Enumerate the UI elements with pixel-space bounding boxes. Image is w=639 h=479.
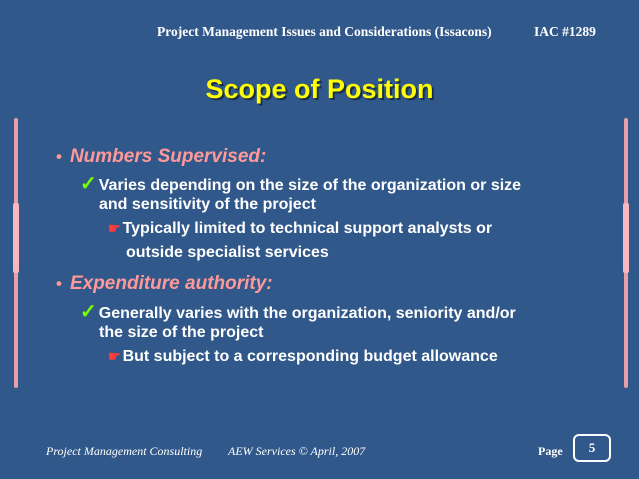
checkmark-icon: ✓: [80, 301, 97, 323]
pointing-hand-icon: ☛: [108, 220, 121, 236]
sub-sub-bullet: [108, 220, 492, 238]
sub-bullet-text: Generally varies with the organization, seniority and/or: [98, 305, 516, 322]
sub-bullet-continued: and sensitivity of the project: [99, 196, 316, 213]
sub-sub-bullet-continued: outside specialist services: [126, 244, 329, 261]
header-doc-id: IAC #1289: [534, 24, 596, 39]
sub-bullet-text: Varies depending on the size of the organization or size: [98, 177, 522, 194]
bullet-label: Numbers Supervised:: [69, 146, 267, 167]
sub-bullet-continued: the size of the project: [99, 324, 264, 341]
footer-page-label: Page: [538, 444, 563, 458]
bullet-expenditure-authority: [56, 273, 273, 295]
page-number-box: 5: [573, 434, 611, 462]
sub-bullet: [80, 299, 516, 324]
sub-bullet: [80, 171, 521, 196]
slide-title: Scope of Position: [205, 74, 434, 104]
bullet-dot-icon: •: [56, 274, 62, 293]
header-title: Project Management Issues and Considerations (Issacons): [157, 24, 492, 39]
footer-copyright: AEW Services © April, 2007: [228, 444, 366, 458]
bullet-numbers-supervised: [56, 146, 266, 168]
right-decorative-bar: [624, 118, 628, 388]
bullet-dot-icon: •: [56, 147, 62, 166]
bullet-label: Expenditure authority:: [69, 273, 273, 294]
sub-sub-bullet-text: Typically limited to technical support analysts or: [122, 220, 493, 237]
slide-header: [0, 24, 639, 42]
left-decorative-bar: [14, 118, 18, 388]
pointing-hand-icon: ☛: [108, 348, 121, 364]
checkmark-icon: ✓: [80, 173, 97, 195]
sub-sub-bullet-text: But subject to a corresponding budget allowance: [122, 348, 498, 365]
footer-company: Project Management Consulting: [46, 444, 203, 458]
sub-sub-bullet: [108, 348, 498, 366]
